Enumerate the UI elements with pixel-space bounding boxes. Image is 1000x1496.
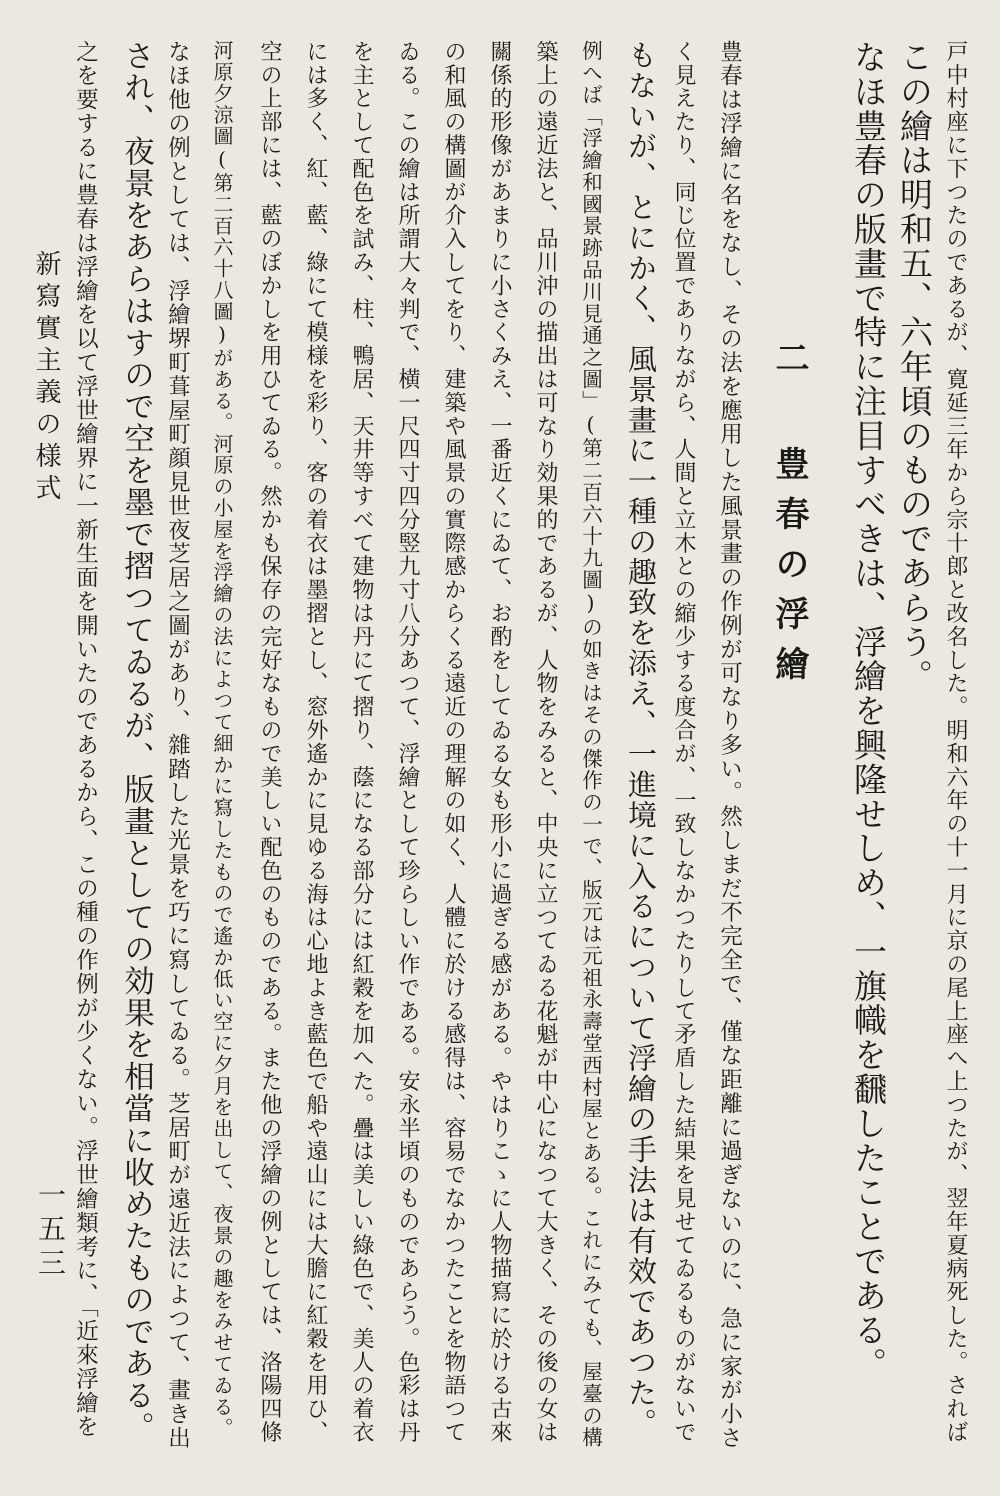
text-line: には多く、紅、藍、綠にて模様を彩り、客の着衣は墨摺とし、窓外遙かに見ゆる海は心地よき藍色で船や遠山には大膽に紅穀を用ひ、 <box>303 40 328 1444</box>
text-line: 築上の遠近法と、品川沖の描出は可なり効果的であるが、人物をみると、中央に立つてゐる花魁が中心になつて大きく、その後の女は <box>533 40 558 1444</box>
text-line: 之を要するに豊春は浮繪を以て浮世繪界に一新生面を開いたのであるから、この種の作例が少くない。浮世繪類考に、「近來浮繪を <box>72 40 99 1439</box>
text-line: 空の上部には、藍のぼかしを用ひてゐる。然かも保存の完好なもので美しい配色のものである。また他の浮繪の例としては、洛陽四條 <box>257 40 282 1444</box>
text-line: 關係的形像があまりに小さくみえ、一番近くにゐて、お酌をしてゐる女も形小に過ぎる感がある。やはりこゝに人物描寫に於ける古來 <box>487 40 512 1444</box>
text-line: 河原夕涼圖(第二百六十八圖)がある。河原の小屋を浮繪の法によつて細かに寫したもので遙か低い空に夕月を出して、夜景の趣をみせてゐる。 <box>210 40 234 1439</box>
text-line: 例へば「浮繪和國景跡品川見通之圖」(第二百六十九圖)の如きはその傑作の一で、版元は元祖永壽堂西村屋とある。これにみても、屋臺の構 <box>578 40 603 1449</box>
text-line: の和風の構圖が介入してをり、建築や風景の實際感からくる遠近の理解の如く、人體に於ける感得は、容易でなかつたことを物語つて <box>441 40 466 1444</box>
page-number: 一五三 <box>34 1180 67 1282</box>
text-line: ゐる。この繪は所謂大々判で、横一尺四寸四分竪九寸八分あつて、浮繪として珍らしい作である。安永半頃のものであらう。色彩は丹 <box>395 40 420 1444</box>
text-line: く見えたり、同じ位置でありながら、人間と立木との縮少する度合が、一致しなかつたりして矛盾した結果を見せてゐるものがないで <box>671 40 696 1444</box>
text-line: この繪は明和五、六年頃のものであらう。 <box>895 40 934 694</box>
text-line: 豊春は浮繪に名をなし、その法を應用した風景畫の作例が可なり多い。然しまだ不完全で、僅な距離に過ぎないのに、急に家が小さ <box>716 40 743 1451</box>
section-heading: 二 豊春の浮繪 <box>769 340 809 696</box>
text-line: 戸中村座に下つたのであるが、寛延三年から宗十郎と改名した。明和六年の十一月に京の尾上座へ上つたが、翌年夏病死した。されば <box>943 40 968 1444</box>
text-line: を主として配色を試み、柱、鴨居、天井等すべて建物は丹にて摺り、蔭になる部分には紅穀を加へた。疊は美しい綠色で、美人の着衣 <box>349 40 374 1444</box>
running-footer: 新寫實主義の様式 <box>31 250 61 506</box>
text-line: もないが、とにかく、風景畫に一種の趣致を添え、一進境に入るについて浮繪の手法は有效であつた。 <box>624 40 658 1439</box>
text-line: なほ豊春の版畫で特に注目すべきは、浮繪を興隆せしめ、一旗幟を飜したことである。 <box>849 40 888 1382</box>
text-line: され、夜景をあらはすので空を墨で摺つてゐるが、版畫としての効果を相當に收めたものである。 <box>118 40 154 1444</box>
text-line: なほ他の例としては、浮繪堺町葺屋町顔見世夜芝居之圖があり、雜踏した光景を巧に寫してゐる。芝居町が遠近法によつて、畫き出 <box>164 40 191 1451</box>
